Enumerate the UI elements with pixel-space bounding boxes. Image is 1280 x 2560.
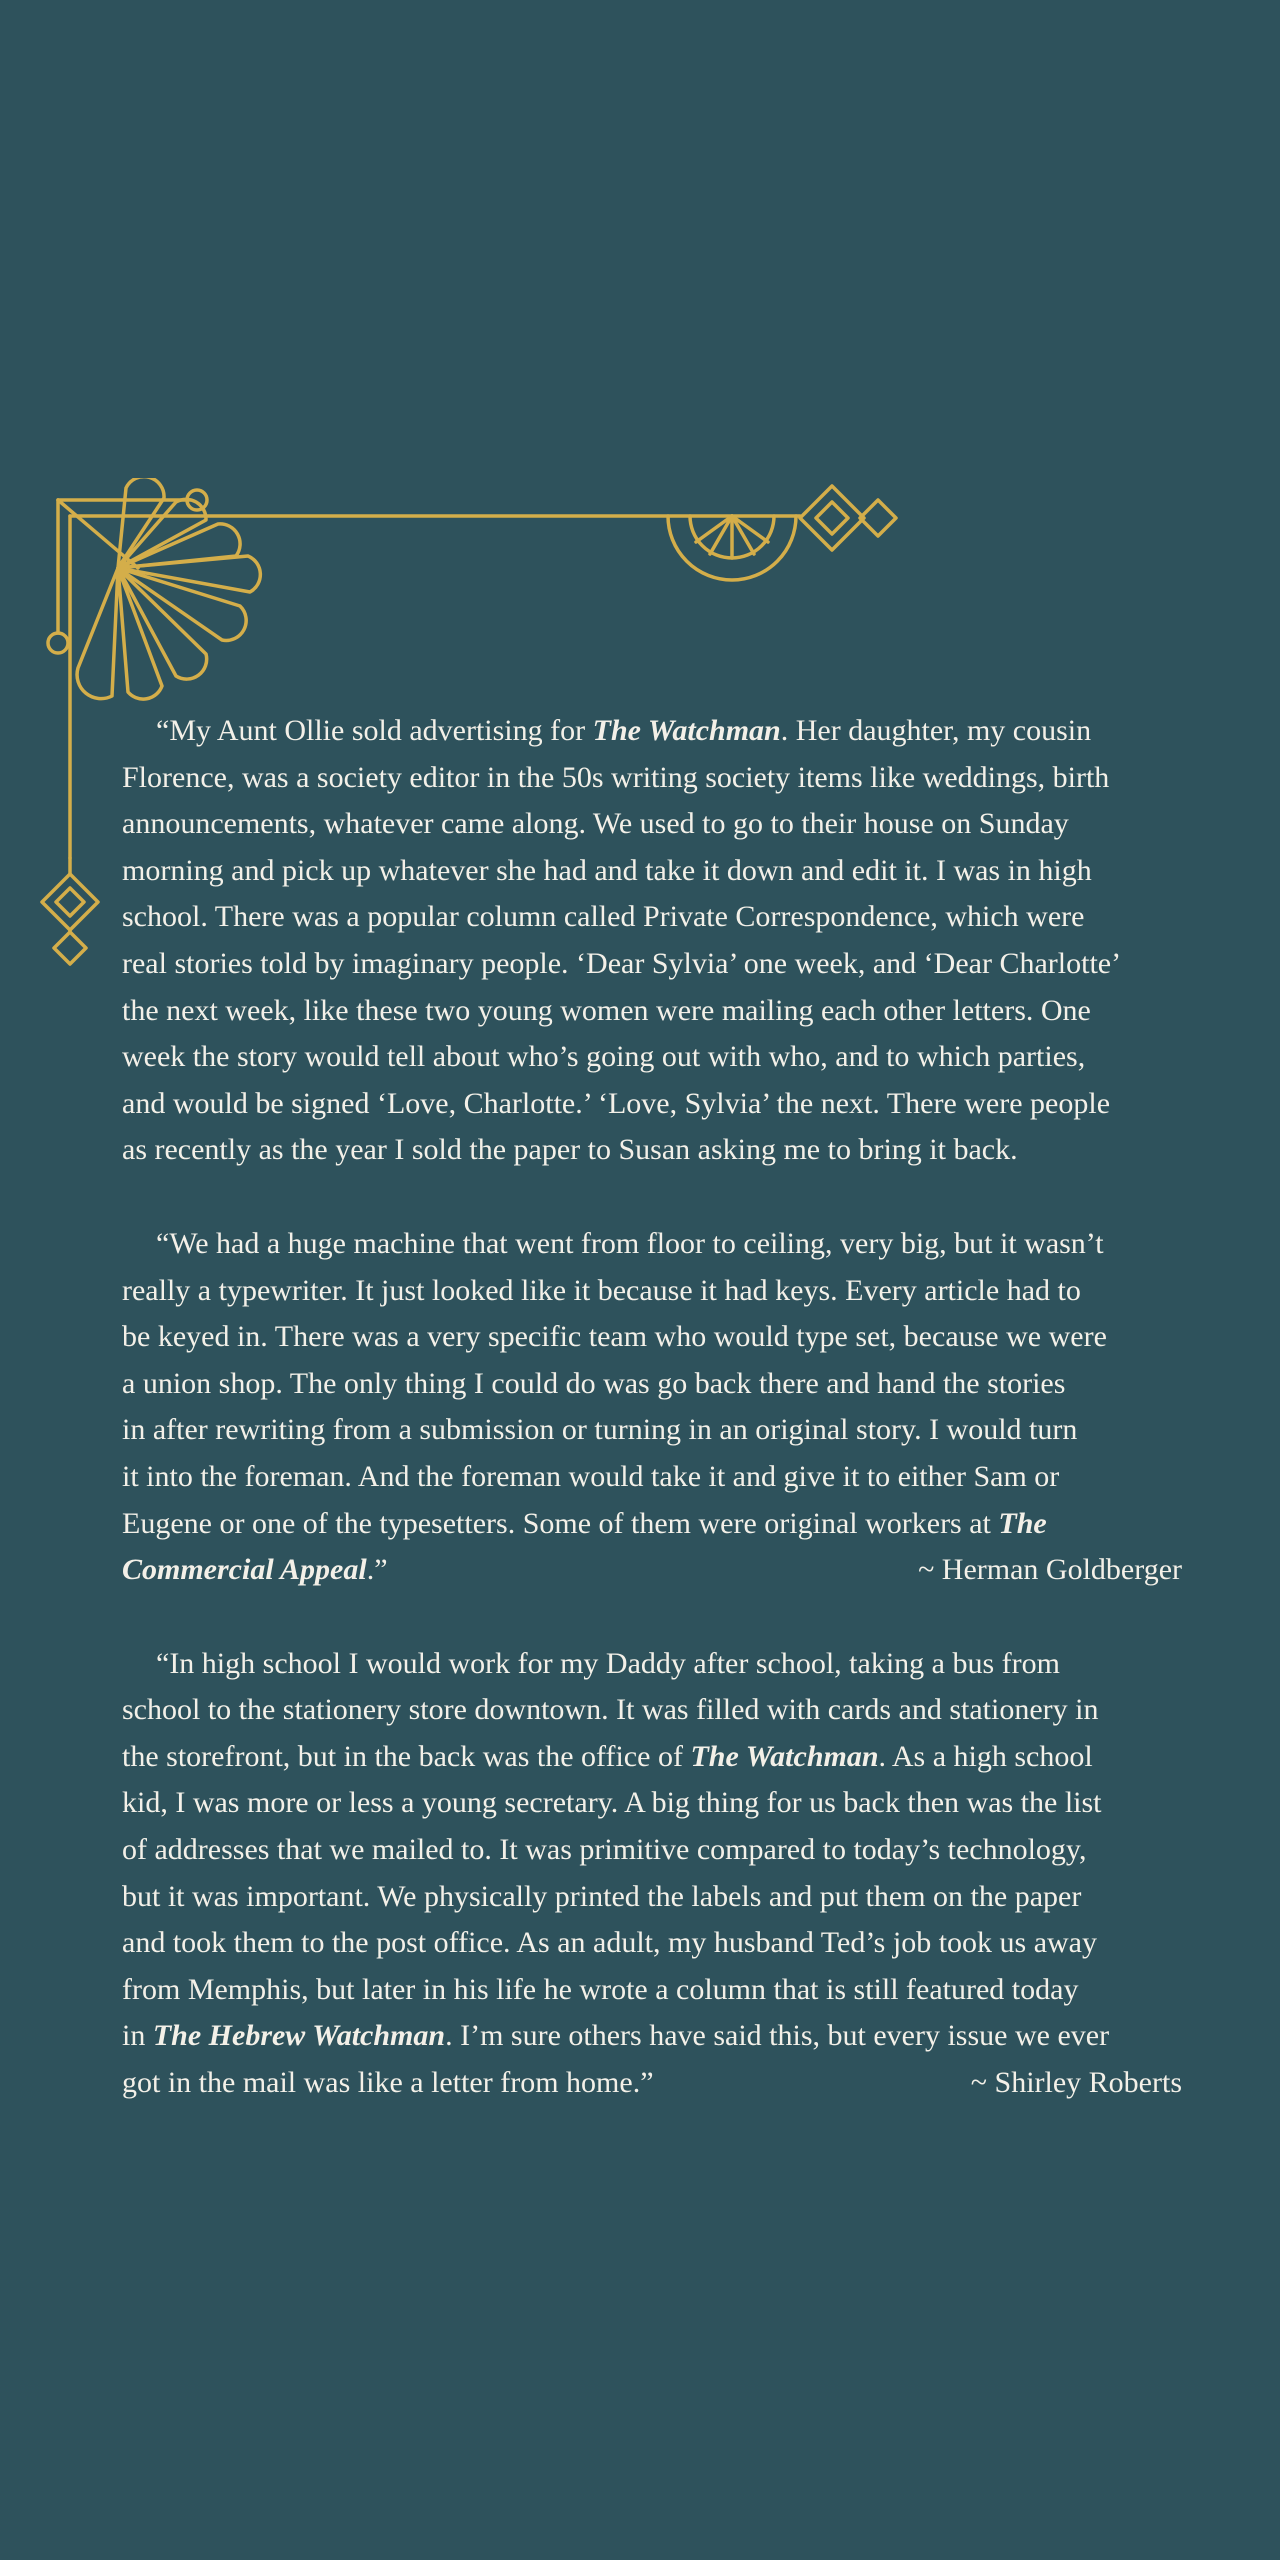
text-segment: announcements, whatever came along. We used to go to their house on Sunday xyxy=(122,807,1069,841)
text-segment: morning and pick up whatever she had and take it down and edit it. I was in high xyxy=(122,853,1092,887)
line-text xyxy=(122,1460,1059,1493)
line-text xyxy=(122,1693,1098,1726)
text-segment: be keyed in. There was a very specific team who would type set, because we were xyxy=(122,1320,1107,1354)
text-line xyxy=(122,848,1182,895)
text-line xyxy=(122,1734,1182,1781)
attribution: ~ Shirley Roberts xyxy=(970,2066,1182,2100)
line-text xyxy=(122,994,1091,1027)
line-text xyxy=(122,947,1121,980)
line-text xyxy=(122,1926,1097,1959)
text-segment: .” xyxy=(366,1553,388,1587)
line-text xyxy=(122,900,1084,933)
line-text xyxy=(122,807,1069,840)
text-line xyxy=(122,1874,1182,1921)
line-text xyxy=(122,761,1109,794)
line-text xyxy=(122,1274,1081,1307)
line-text xyxy=(122,1320,1107,1353)
text-line xyxy=(122,894,1182,941)
line-text xyxy=(122,1507,1047,1540)
text-segment: . As a high school xyxy=(878,1739,1093,1773)
text-line xyxy=(122,1827,1182,1874)
text-line xyxy=(122,988,1182,1035)
text-segment: the next week, like these two young women were mailing each other letters. One xyxy=(122,993,1091,1027)
text-line xyxy=(122,1407,1182,1454)
testimonial-text xyxy=(122,708,1182,2154)
line-text xyxy=(122,1786,1102,1819)
text-segment: but it was important. We physically printed the labels and put them on the paper xyxy=(122,1879,1082,1913)
line-text xyxy=(122,854,1092,887)
text-line xyxy=(122,2013,1182,2060)
publication-title: Commercial Appeal xyxy=(122,1553,367,1587)
line-text xyxy=(122,2019,1109,2052)
text-segment: kid, I was more or less a young secretary. A big thing for us back then was the list xyxy=(122,1786,1102,1820)
text-segment: week the story would tell about who’s going out with who, and to which parties, xyxy=(122,1040,1086,1074)
quote-paragraph xyxy=(122,1641,1182,2107)
quote-paragraph xyxy=(122,708,1182,1174)
text-line xyxy=(122,1034,1182,1081)
publication-title: The Watchman xyxy=(592,714,781,747)
text-line xyxy=(122,1501,1182,1548)
line-text xyxy=(122,1740,1093,1773)
text-segment: and would be signed ‘Love, Charlotte.’ ‘Love, Sylvia’ the next. There were people xyxy=(122,1086,1111,1120)
text-line xyxy=(122,1920,1182,1967)
line-text xyxy=(122,1087,1110,1120)
text-segment: “In high school I would work for my Daddy after school, taking a bus from xyxy=(156,1646,1060,1680)
text-segment: “My Aunt Ollie sold advertising for xyxy=(156,714,593,747)
text-line xyxy=(122,1268,1182,1315)
text-segment: really a typewriter. It just looked like it because it had keys. Every article had to xyxy=(122,1273,1081,1307)
text-segment: real stories told by imaginary people. ‘Dear Sylvia’ one week, and ‘Dear Charlotte’ xyxy=(122,946,1122,980)
text-segment: Florence, was a society editor in the 50s writing society items like weddings, birth xyxy=(122,760,1110,794)
line-text xyxy=(122,2060,654,2107)
publication-title: The xyxy=(998,1506,1047,1540)
line-text xyxy=(122,1547,388,1594)
line-text xyxy=(122,1973,1078,2006)
text-segment: the storefront, but in the back was the office of xyxy=(122,1739,691,1773)
line-text xyxy=(122,1833,1086,1866)
text-line xyxy=(122,708,1182,755)
text-segment: “We had a huge machine that went from floor to ceiling, very big, but it wasn’t xyxy=(156,1226,1104,1260)
text-line xyxy=(122,1081,1182,1128)
text-line xyxy=(122,1361,1182,1408)
line-text xyxy=(156,714,1091,747)
text-line xyxy=(122,801,1182,848)
text-line xyxy=(122,1547,1182,1594)
text-segment: a union shop. The only thing I could do was go back there and hand the stories xyxy=(122,1366,1066,1400)
publication-title: The Hebrew Watchman xyxy=(152,2019,446,2053)
text-segment: as recently as the year I sold the paper to Susan asking me to bring it back. xyxy=(122,1133,1018,1167)
text-segment: . Her daughter, my cousin xyxy=(780,714,1092,747)
text-line xyxy=(122,1314,1182,1361)
text-segment: school to the stationery store downtown. It was filled with cards and stationery in xyxy=(122,1693,1099,1727)
text-segment: in after rewriting from a submission or turning in an original story. I would turn xyxy=(122,1413,1078,1447)
text-line xyxy=(122,755,1182,802)
text-segment: . I’m sure others have said this, but every issue we ever xyxy=(445,2019,1110,2053)
line-text xyxy=(156,1227,1104,1260)
text-segment: Eugene or one of the typesetters. Some of them were original workers at xyxy=(122,1506,999,1540)
text-segment: from Memphis, but later in his life he wrote a column that is still featured today xyxy=(122,1972,1079,2006)
line-text xyxy=(122,1367,1065,1400)
text-segment: it into the foreman. And the foreman would take it and give it to either Sam or xyxy=(122,1459,1060,1493)
text-line xyxy=(122,1221,1182,1268)
text-segment: in xyxy=(122,2019,153,2053)
line-text xyxy=(122,1413,1077,1446)
text-line xyxy=(122,941,1182,988)
text-line xyxy=(122,1687,1182,1734)
text-line xyxy=(122,1454,1182,1501)
text-line xyxy=(122,1967,1182,2014)
line-text xyxy=(122,1133,1018,1166)
text-line xyxy=(122,1641,1182,1688)
text-line xyxy=(122,2060,1182,2107)
quote-paragraph xyxy=(122,1221,1182,1594)
text-segment: got in the mail was like a letter from home.” xyxy=(122,2066,654,2100)
text-segment: and took them to the post office. As an adult, my husband Ted’s job took us away xyxy=(122,1926,1097,1960)
text-line xyxy=(122,1780,1182,1827)
publication-title: The Watchman xyxy=(690,1739,879,1773)
line-text xyxy=(122,1040,1085,1073)
attribution: ~ Herman Goldberger xyxy=(918,1553,1182,1587)
text-line xyxy=(122,1127,1182,1174)
text-segment: school. There was a popular column called Private Correspondence, which were xyxy=(122,900,1085,934)
line-text xyxy=(156,1647,1060,1680)
line-text xyxy=(122,1880,1081,1913)
text-segment: of addresses that we mailed to. It was primitive compared to today’s technology, xyxy=(122,1833,1087,1867)
